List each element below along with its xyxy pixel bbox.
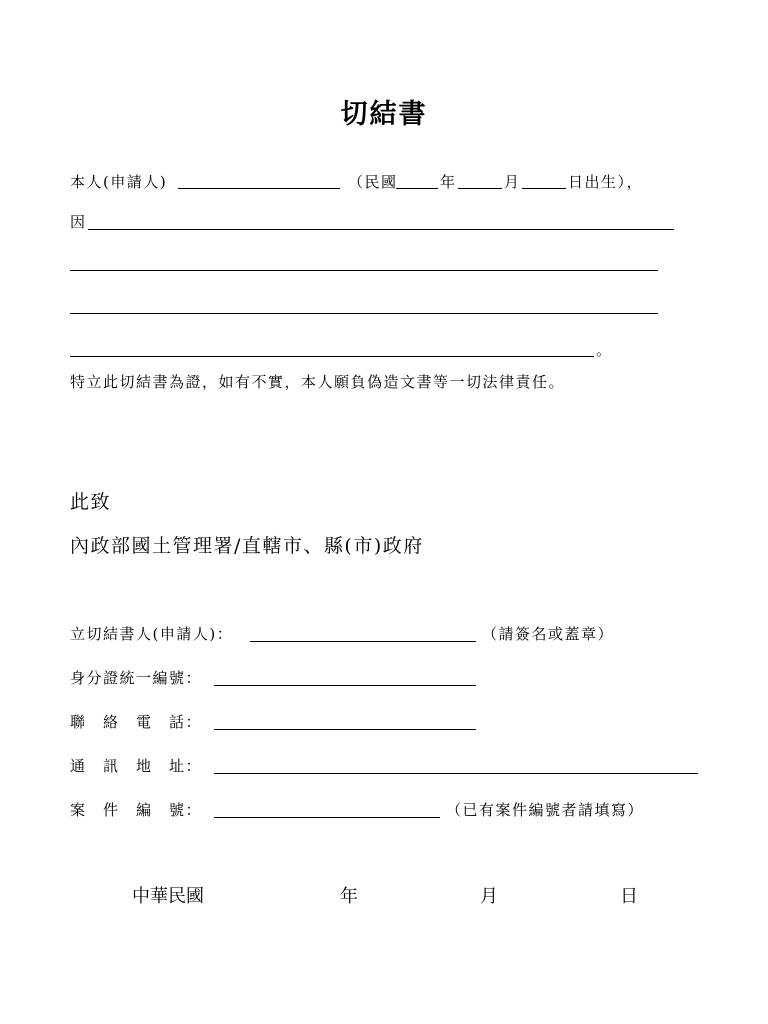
- reason-line-4[interactable]: [70, 356, 594, 357]
- page-title: 切結書: [340, 99, 428, 130]
- reason-line-3[interactable]: [70, 313, 658, 314]
- applicant-label: 本人(申請人): [70, 173, 168, 191]
- month-label: 月: [504, 173, 521, 191]
- date-month: 月: [480, 886, 498, 907]
- date-year: 年: [340, 886, 358, 907]
- id-number-field[interactable]: [214, 685, 476, 686]
- id-number-label: 身分證統一編號：: [70, 669, 203, 687]
- reason-label: 因: [70, 213, 87, 231]
- roc-label: （民國: [348, 173, 398, 191]
- case-number-note: （已有案件編號者請填寫）: [446, 801, 645, 819]
- case-number-label: 案 件 編 號：: [70, 801, 203, 819]
- address-label: 通 訊 地 址：: [70, 757, 203, 775]
- date-era: 中華民國: [132, 886, 204, 907]
- reason-period: 。: [596, 341, 613, 359]
- reason-line-2[interactable]: [70, 270, 658, 271]
- date-day: 日: [620, 886, 638, 907]
- case-number-field[interactable]: [214, 817, 440, 818]
- phone-field[interactable]: [214, 729, 476, 730]
- signer-note: （請簽名或蓋章）: [482, 625, 615, 643]
- born-label: 日出生），: [568, 173, 644, 191]
- signer-field[interactable]: [250, 641, 476, 642]
- year-label: 年: [440, 173, 457, 191]
- birth-month-field[interactable]: [458, 188, 502, 189]
- applicant-name-field[interactable]: [178, 188, 340, 189]
- address-field[interactable]: [214, 773, 698, 774]
- birth-day-field[interactable]: [522, 188, 566, 189]
- salutation: 此致: [70, 491, 112, 513]
- phone-label: 聯 絡 電 話：: [70, 713, 203, 731]
- recipient: 內政部國土管理署/直轄市、縣(市)政府: [70, 535, 424, 557]
- declaration-text: 特立此切結書為證，如有不實，本人願負偽造文書等一切法律責任。: [70, 373, 566, 391]
- birth-year-field[interactable]: [396, 188, 438, 189]
- reason-line-1[interactable]: [88, 229, 674, 230]
- signer-label: 立切結書人(申請人)：: [70, 625, 234, 643]
